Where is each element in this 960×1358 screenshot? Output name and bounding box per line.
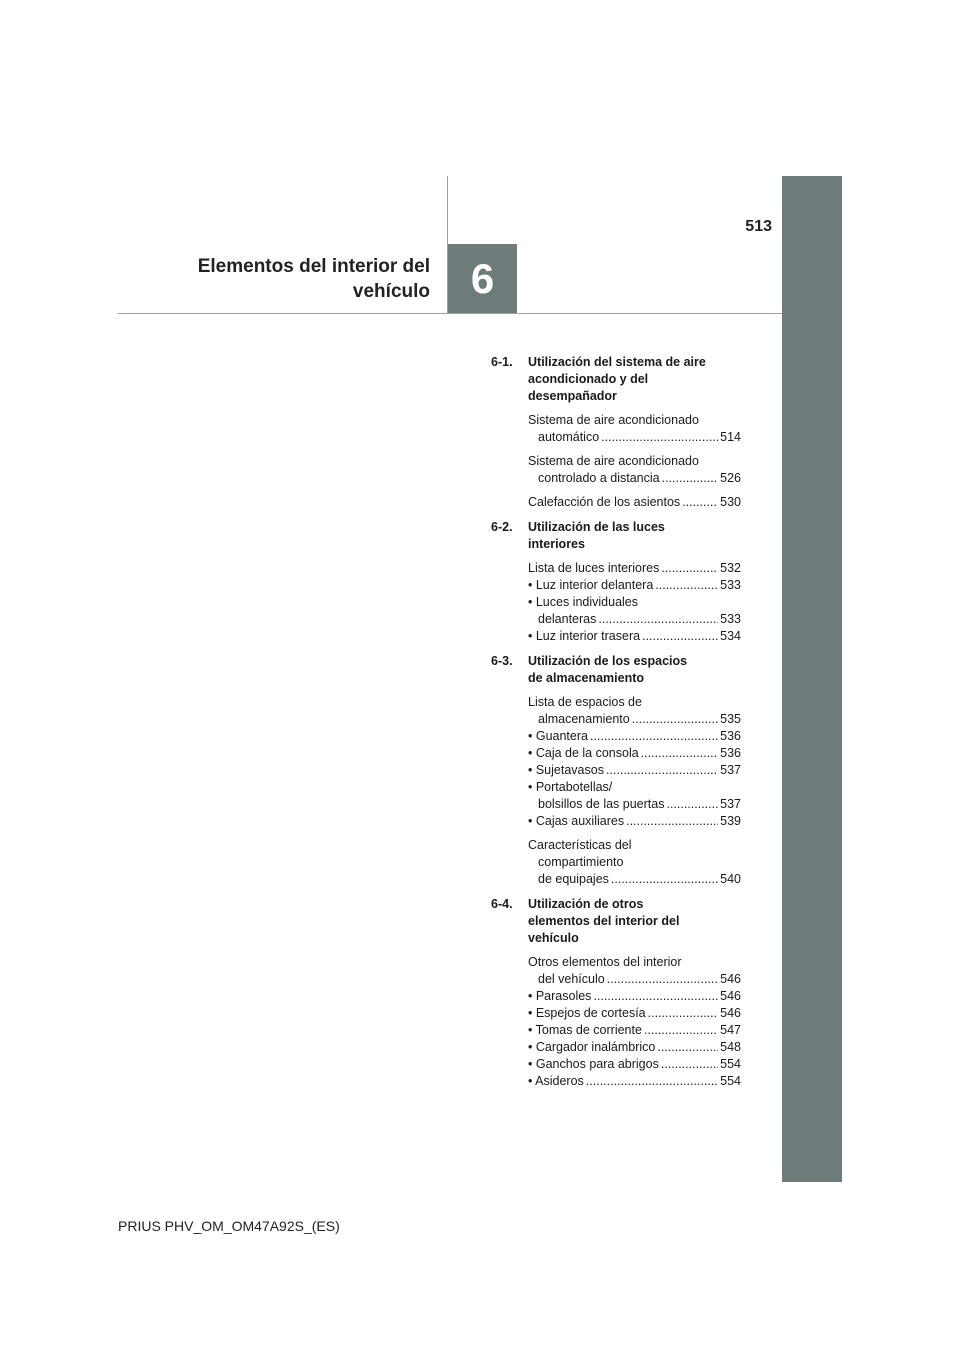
toc-page-number: 537 <box>720 763 741 777</box>
toc-page-number: 548 <box>720 1040 741 1054</box>
toc-page-number: 533 <box>720 612 741 626</box>
toc-entry-link[interactable] <box>528 745 741 762</box>
toc-section-title-line: vehículo <box>528 931 579 945</box>
toc-entry-text: Características del <box>528 838 632 852</box>
toc-entry <box>528 694 741 830</box>
chapter-side-tab <box>782 176 842 1182</box>
toc-entry-text: • Luces individuales <box>528 595 638 609</box>
toc-dot-leader <box>655 577 718 594</box>
toc-section-title-line: interiores <box>528 537 585 551</box>
toc-page-number: 537 <box>720 797 741 811</box>
toc-page-number: 532 <box>720 561 741 575</box>
toc-entry-text: • Espejos de cortesía <box>528 1006 646 1020</box>
toc-section-number: 6-2. <box>491 520 513 534</box>
toc-entry-link[interactable] <box>528 813 741 830</box>
toc-entry-text: compartimiento <box>538 855 624 869</box>
toc-entry-text: Otros elementos del interior <box>528 955 682 969</box>
toc-entry <box>528 837 741 888</box>
toc-entry-text: • Tomas de corriente <box>528 1023 642 1037</box>
toc-section <box>491 653 741 888</box>
toc-entry-text: • Luz interior trasera <box>528 629 641 643</box>
toc-dot-leader <box>682 494 718 511</box>
toc-entry-text: delanteras <box>538 612 597 626</box>
toc-entry-link[interactable] <box>528 988 741 1005</box>
toc-page-number: 546 <box>720 972 741 986</box>
toc-entry <box>528 954 741 1090</box>
toc-dot-leader <box>657 1039 718 1056</box>
toc-dot-leader <box>666 796 718 813</box>
toc-dot-leader <box>641 745 718 762</box>
toc-entry-line <box>528 954 741 971</box>
toc-entry-text: • Caja de la consola <box>528 746 639 760</box>
toc-entry <box>528 412 741 446</box>
toc-section-number: 6-1. <box>491 355 513 369</box>
toc-entry-text: • Cajas auxiliares <box>528 814 625 828</box>
toc-section <box>491 896 741 1090</box>
toc-section <box>491 519 741 645</box>
toc-entry-link[interactable] <box>528 711 741 728</box>
toc-entry-link[interactable] <box>528 1073 741 1090</box>
toc-entry-link[interactable] <box>528 728 741 745</box>
toc-dot-leader <box>662 470 719 487</box>
toc-section-title-line: Utilización de las luces <box>528 520 665 534</box>
toc-section-title-line: Utilización de otros <box>528 897 644 911</box>
toc-entry <box>528 560 741 645</box>
toc-entry-text: Sistema de aire acondicionado <box>528 413 699 427</box>
chapter-number-box: 6 <box>448 244 517 313</box>
toc-section-title-line: desempañador <box>528 389 617 403</box>
toc-page-number: 539 <box>720 814 741 828</box>
toc-entry-line <box>528 854 741 871</box>
toc-entry-text: controlado a distancia <box>538 471 660 485</box>
toc-entry <box>528 453 741 487</box>
chapter-title-line: vehículo <box>352 281 430 302</box>
toc-entry-link[interactable] <box>528 494 741 511</box>
toc-entry-link[interactable] <box>528 1022 741 1039</box>
toc-entry-text: • Cargador inalámbrico <box>528 1040 656 1054</box>
chapter-title-line: Elementos del interior del <box>197 256 430 277</box>
toc-page-number: 540 <box>720 872 741 886</box>
toc-entry <box>528 494 741 511</box>
toc-entry-line <box>528 694 741 711</box>
chapter-title <box>150 254 430 304</box>
toc-section-heading <box>491 354 741 405</box>
table-of-contents <box>491 354 741 1098</box>
toc-entry-text: • Guantera <box>528 729 588 743</box>
toc-entry-link[interactable] <box>528 1005 741 1022</box>
toc-dot-leader <box>593 988 718 1005</box>
toc-entry-text: automático <box>538 430 600 444</box>
toc-page-number: 547 <box>720 1023 741 1037</box>
toc-entry-link[interactable] <box>528 429 741 446</box>
toc-entry-text: Sistema de aire acondicionado <box>528 454 699 468</box>
toc-entry-text: • Ganchos para abrigos <box>528 1057 659 1071</box>
toc-entry-text: • Parasoles <box>528 989 592 1003</box>
toc-section-title-line: Utilización del sistema de aire <box>528 355 706 369</box>
toc-section-title-line: de almacenamiento <box>528 671 645 685</box>
toc-dot-leader <box>606 762 718 779</box>
toc-dot-leader <box>632 711 718 728</box>
toc-entry-line <box>528 779 741 796</box>
toc-entry-link[interactable] <box>528 1056 741 1073</box>
toc-entry-text: almacenamiento <box>538 712 630 726</box>
toc-section-title-line: elementos del interior del <box>528 914 680 928</box>
toc-dot-leader <box>661 560 718 577</box>
toc-entry-line <box>528 412 741 429</box>
toc-page-number: 536 <box>720 729 741 743</box>
toc-section-title <box>528 653 741 687</box>
page-number: 513 <box>745 218 772 235</box>
toc-page-number: 535 <box>720 712 741 726</box>
toc-entry-text: • Asideros <box>528 1074 584 1088</box>
toc-entry-link[interactable] <box>528 611 741 628</box>
toc-entry-text: • Portabotellas/ <box>528 780 613 794</box>
toc-dot-leader <box>607 971 718 988</box>
header-divider-horizontal <box>118 313 782 314</box>
toc-entry-link[interactable] <box>528 796 741 813</box>
toc-section-heading <box>491 653 741 687</box>
toc-entry-text: Lista de luces interiores <box>528 561 660 575</box>
toc-section-number: 6-4. <box>491 897 513 911</box>
toc-dot-leader <box>642 628 718 645</box>
toc-dot-leader <box>644 1022 718 1039</box>
toc-page-number: 554 <box>720 1057 741 1071</box>
toc-dot-leader <box>590 728 718 745</box>
toc-page-number: 546 <box>720 1006 741 1020</box>
toc-page-number: 530 <box>720 495 741 509</box>
toc-dot-leader <box>661 1056 718 1073</box>
toc-section-heading <box>491 519 741 553</box>
toc-section <box>491 354 741 511</box>
toc-entry-link[interactable] <box>528 628 741 645</box>
toc-entry-text: de equipajes <box>538 872 609 886</box>
toc-section-number: 6-3. <box>491 654 513 668</box>
toc-entry-text: • Luz interior delantera <box>528 578 654 592</box>
toc-section-title <box>528 896 741 947</box>
toc-dot-leader <box>601 429 718 446</box>
toc-dot-leader <box>586 1073 718 1090</box>
toc-entry-line <box>528 837 741 854</box>
toc-section-title-line: acondicionado y del <box>528 372 649 386</box>
toc-page-number: 526 <box>720 471 741 485</box>
toc-section-title <box>528 354 741 405</box>
toc-page-number: 514 <box>720 430 741 444</box>
toc-entry-link[interactable] <box>528 560 741 577</box>
toc-entry-text: del vehículo <box>538 972 605 986</box>
toc-entry-text: Lista de espacios de <box>528 695 642 709</box>
toc-section-heading <box>491 896 741 947</box>
toc-dot-leader <box>611 871 718 888</box>
toc-dot-leader <box>648 1005 719 1022</box>
toc-entry-link[interactable] <box>528 871 741 888</box>
toc-entry-link[interactable] <box>528 1039 741 1056</box>
toc-entry-link[interactable] <box>528 470 741 487</box>
toc-dot-leader <box>626 813 718 830</box>
toc-entry-text: • Sujetavasos <box>528 763 604 777</box>
toc-page-number: 533 <box>720 578 741 592</box>
toc-entry-text: bolsillos de las puertas <box>538 797 665 811</box>
toc-entry-link[interactable] <box>528 971 741 988</box>
toc-entry-line <box>528 453 741 470</box>
toc-section-title-line: Utilización de los espacios <box>528 654 688 668</box>
toc-entry-link[interactable] <box>528 762 741 779</box>
toc-entry-text: Calefacción de los asientos <box>528 495 681 509</box>
document-code: PRIUS PHV_OM_OM47A92S_(ES) <box>118 1218 340 1234</box>
toc-dot-leader <box>598 611 718 628</box>
toc-page-number: 554 <box>720 1074 741 1088</box>
toc-entry-line <box>528 594 741 611</box>
toc-page-number: 546 <box>720 989 741 1003</box>
toc-page-number: 536 <box>720 746 741 760</box>
toc-page-number: 534 <box>720 629 741 643</box>
toc-entry-link[interactable] <box>528 577 741 594</box>
toc-section-title <box>528 519 741 553</box>
